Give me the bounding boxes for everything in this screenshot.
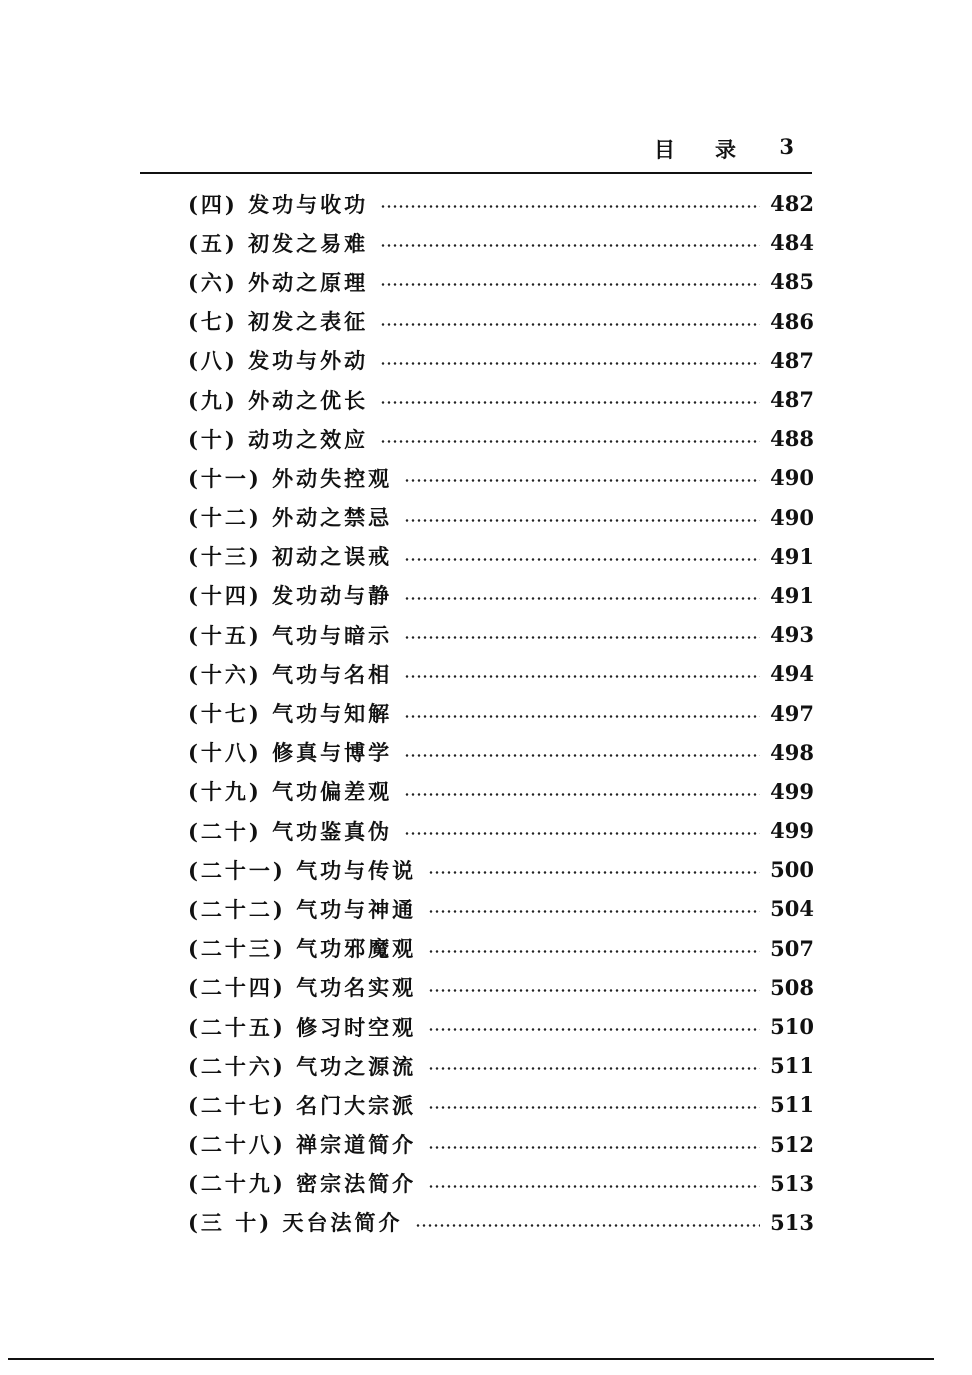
toc-leader-dots [380, 244, 760, 247]
toc-entry [188, 1046, 814, 1085]
toc-leader-dots [380, 401, 760, 404]
toc-entry-title: (四) 发功与收功 [188, 191, 369, 217]
toc-leader-dots [380, 283, 760, 286]
toc-entry-title: (十三) 初动之误戒 [188, 544, 393, 570]
toc-leader-dots [380, 323, 760, 326]
toc-entry [188, 850, 814, 889]
toc-entry [188, 262, 814, 301]
toc-leader-dots [404, 636, 760, 639]
toc-entry [188, 223, 814, 262]
toc-leader-dots [404, 715, 760, 718]
toc-leader-dots [404, 832, 760, 835]
toc-leader-dots [428, 1106, 760, 1109]
toc-entry-page: 486 [770, 308, 814, 334]
toc-entry [188, 1203, 814, 1242]
toc-entry-page: 487 [770, 347, 814, 373]
toc-leader-dots [404, 675, 760, 678]
toc-entry-page: 491 [770, 582, 814, 608]
toc-entry-title: (二十三) 气功邪魔观 [188, 936, 417, 962]
table-of-contents [188, 184, 814, 1242]
toc-entry-page: 482 [770, 191, 814, 217]
toc-entry [188, 498, 814, 537]
toc-leader-dots [404, 519, 760, 522]
toc-entry-page: 484 [770, 230, 814, 256]
toc-entry-page: 511 [770, 1053, 814, 1079]
header-rule [140, 172, 812, 174]
toc-entry-page: 513 [770, 1170, 814, 1196]
toc-entry [188, 654, 814, 693]
toc-entry-page: 507 [770, 935, 814, 961]
toc-leader-dots [380, 362, 760, 365]
toc-leader-dots [404, 597, 760, 600]
toc-entry-title: (十二) 外动之禁忌 [188, 505, 393, 531]
toc-entry-page: 491 [770, 543, 814, 569]
toc-entry-title: (二十七) 名门大宗派 [188, 1092, 417, 1118]
toc-entry-title: (十) 动功之效应 [188, 426, 369, 452]
toc-entry-title: (二十) 气功鉴真伪 [188, 818, 393, 844]
toc-entry [188, 458, 814, 497]
toc-leader-dots [428, 871, 760, 874]
toc-entry [188, 889, 814, 928]
toc-entry-title: (十一) 外动失控观 [188, 465, 393, 491]
toc-entry-title: (十六) 气功与名相 [188, 661, 393, 687]
toc-leader-dots [404, 479, 760, 482]
toc-entry-page: 511 [770, 1092, 814, 1118]
toc-entry-page: 498 [770, 739, 814, 765]
toc-entry-title: (八) 发功与外动 [188, 348, 369, 374]
toc-entry-page: 494 [770, 661, 814, 687]
toc-entry-page: 485 [770, 269, 814, 295]
toc-entry [188, 968, 814, 1007]
toc-entry [188, 615, 814, 654]
toc-leader-dots [404, 754, 760, 757]
toc-leader-dots [380, 205, 760, 208]
toc-entry-title: (十四) 发功动与静 [188, 583, 393, 609]
toc-entry [188, 537, 814, 576]
toc-entry-page: 513 [770, 1209, 814, 1235]
toc-leader-dots [428, 1067, 760, 1070]
toc-entry [188, 1164, 814, 1203]
page-header [140, 128, 812, 174]
toc-leader-dots [404, 793, 760, 796]
toc-leader-dots [428, 989, 760, 992]
toc-entry-title: (二十一) 气功与传说 [188, 857, 417, 883]
toc-entry-title: (十九) 气功偏差观 [188, 779, 393, 805]
toc-entry [188, 693, 814, 732]
toc-leader-dots [428, 910, 760, 913]
toc-entry [188, 811, 814, 850]
toc-entry-page: 504 [770, 896, 814, 922]
toc-entry-title: (七) 初发之表征 [188, 309, 369, 335]
toc-leader-dots [428, 1146, 760, 1149]
toc-entry [188, 341, 814, 380]
toc-entry [188, 1085, 814, 1124]
toc-entry-title: (二十五) 修习时空观 [188, 1014, 417, 1040]
toc-leader-dots [428, 1028, 760, 1031]
toc-entry-page: 500 [770, 857, 814, 883]
toc-entry-title: (十五) 气功与暗示 [188, 622, 393, 648]
toc-entry [188, 380, 814, 419]
toc-leader-dots [415, 1224, 761, 1227]
toc-entry-title: (三 十) 天台法简介 [188, 1210, 403, 1236]
toc-entry-page: 499 [770, 818, 814, 844]
toc-entry-title: (六) 外动之原理 [188, 269, 369, 295]
running-title: 目录 [654, 137, 776, 162]
toc-entry [188, 419, 814, 458]
toc-entry-page: 497 [770, 700, 814, 726]
toc-entry-page: 508 [770, 974, 814, 1000]
toc-entry-title: (二十二) 气功与神通 [188, 896, 417, 922]
toc-entry-page: 499 [770, 778, 814, 804]
toc-entry [188, 302, 814, 341]
toc-entry-page: 493 [770, 622, 814, 648]
toc-entry [188, 576, 814, 615]
toc-leader-dots [404, 558, 760, 561]
toc-entry-title: (二十八) 禅宗道简介 [188, 1132, 417, 1158]
toc-entry-page: 488 [770, 426, 814, 452]
toc-entry [188, 1007, 814, 1046]
footer-rule [8, 1358, 934, 1360]
toc-entry [188, 772, 814, 811]
toc-entry-title: (九) 外动之优长 [188, 387, 369, 413]
toc-entry-page: 490 [770, 465, 814, 491]
toc-entry [188, 1125, 814, 1164]
toc-entry-page: 510 [770, 1014, 814, 1040]
toc-entry [188, 184, 814, 223]
toc-entry-page: 487 [770, 387, 814, 413]
toc-entry-title: (二十九) 密宗法简介 [188, 1171, 417, 1197]
toc-entry-title: (二十六) 气功之源流 [188, 1053, 417, 1079]
toc-entry-title: (十八) 修真与博学 [188, 740, 393, 766]
toc-entry [188, 733, 814, 772]
toc-leader-dots [428, 1185, 760, 1188]
toc-entry-page: 512 [770, 1131, 814, 1157]
page-number: 3 [779, 134, 794, 159]
toc-entry-title: (五) 初发之易难 [188, 230, 369, 256]
toc-entry [188, 929, 814, 968]
toc-entry-title: (二十四) 气功名实观 [188, 975, 417, 1001]
toc-entry-title: (十七) 气功与知解 [188, 701, 393, 727]
toc-entry-page: 490 [770, 504, 814, 530]
toc-leader-dots [380, 440, 760, 443]
toc-leader-dots [428, 950, 760, 953]
